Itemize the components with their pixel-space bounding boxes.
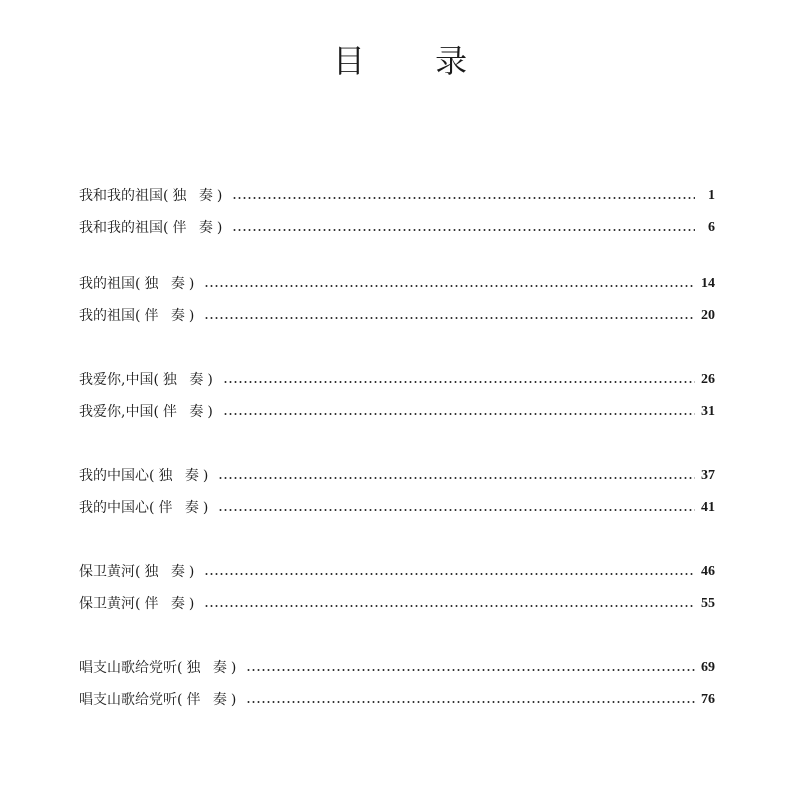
toc-entry-page-number: 69 [701, 660, 715, 675]
toc-entry-type: (独 奏) [135, 276, 199, 292]
toc-entry-title: 我的祖国 [79, 308, 135, 324]
toc-entry-type: (独 奏) [135, 564, 199, 580]
toc-entry-page-number: 6 [708, 220, 715, 235]
toc-entry[interactable] [79, 465, 715, 487]
toc-entry-title: 我的中国心 [79, 500, 149, 516]
toc-entry-title: 保卫黄河 [79, 596, 135, 612]
toc-entry-page-number: 76 [701, 692, 715, 707]
dot-leader [232, 197, 695, 199]
dot-leader [246, 701, 695, 703]
toc-entry-title: 唱支山歌给党听 [79, 660, 177, 676]
toc-entry[interactable] [79, 217, 715, 239]
toc-entry-title: 我的中国心 [79, 468, 149, 484]
toc-entry-page-number: 31 [701, 404, 715, 419]
toc-entry[interactable] [79, 273, 715, 295]
toc-entry[interactable] [79, 497, 715, 519]
dot-leader [204, 285, 695, 287]
toc-entry-type: (伴 奏) [135, 596, 199, 612]
toc-entry[interactable] [79, 593, 715, 615]
toc-entry-type: (伴 奏) [177, 692, 241, 708]
dot-leader [218, 477, 695, 479]
toc-entry-page-number: 55 [701, 596, 715, 611]
toc-entry-type: (独 奏) [149, 468, 213, 484]
toc-entry[interactable] [79, 305, 715, 327]
toc-entry-title: 我和我的祖国 [79, 220, 163, 236]
dot-leader [204, 573, 695, 575]
toc-entry[interactable] [79, 561, 715, 583]
dot-leader [204, 605, 695, 607]
toc-entry-page-number: 1 [708, 188, 715, 203]
toc-entry[interactable] [79, 369, 715, 391]
toc-entry-page-number: 37 [701, 468, 715, 483]
toc-entry-title: 唱支山歌给党听 [79, 692, 177, 708]
toc-entry[interactable] [79, 185, 715, 207]
toc-entry[interactable] [79, 657, 715, 679]
toc-entry-page-number: 26 [701, 372, 715, 387]
toc-entry-type: (伴 奏) [149, 500, 213, 516]
toc-entry-type: (伴 奏) [135, 308, 199, 324]
page-title: 目 录 [332, 42, 498, 80]
toc-entry-title: 我的祖国 [79, 276, 135, 292]
toc-entry-title: 我爱你,中国 [79, 372, 154, 388]
toc-entry-page-number: 46 [701, 564, 715, 579]
toc-entry-type: (独 奏) [153, 372, 217, 388]
toc-entry[interactable] [79, 689, 715, 711]
toc-entry-page-number: 41 [701, 500, 715, 515]
toc-entry-type: (独 奏) [177, 660, 241, 676]
toc-entry-type: (伴 奏) [163, 220, 227, 236]
dot-leader [204, 317, 695, 319]
toc-entry[interactable] [79, 401, 715, 423]
toc-entry-title: 我和我的祖国 [79, 188, 163, 204]
dot-leader [246, 669, 695, 671]
dot-leader [223, 381, 695, 383]
dot-leader [218, 509, 695, 511]
dot-leader [232, 229, 695, 231]
toc-entry-page-number: 14 [701, 276, 715, 291]
dot-leader [223, 413, 695, 415]
toc-entry-title: 保卫黄河 [79, 564, 135, 580]
toc-entry-page-number: 20 [701, 308, 715, 323]
toc-entry-type: (伴 奏) [153, 404, 217, 420]
toc-entry-type: (独 奏) [163, 188, 227, 204]
toc-entry-title: 我爱你,中国 [79, 404, 154, 420]
